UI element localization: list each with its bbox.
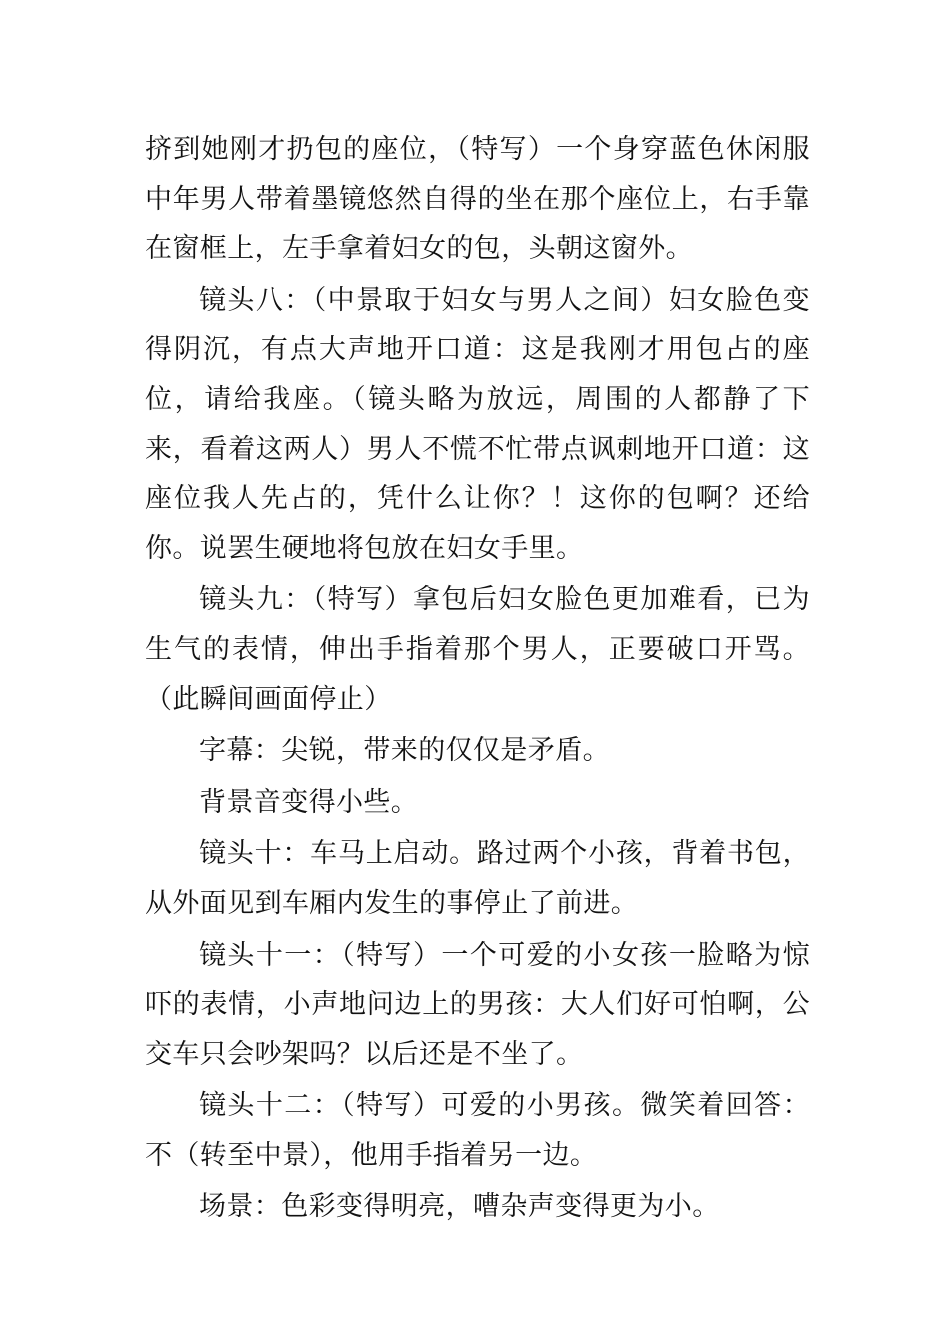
paragraph-shot-9: 镜头九：（特写）拿包后妇女脸色更加难看，已为生气的表情，伸出手指着那个男人，正要破口开骂。（此瞬间画面停止） <box>145 584 810 715</box>
paragraph-subtitle: 字幕：尖锐，带来的仅仅是矛盾。 <box>199 735 610 767</box>
paragraph-shot-8: 镜头八：（中景取于妇女与男人之间）妇女脸色变得阴沉，有点大声地开口道：这是我刚才用包占的座位，请给我座。（镜头略为放远，周围的人都静了下来，看着这两人）男人不慌不忙带点讽刺地开口道：这座位我人先占的，凭什么让你？！这你的包啊？还给你。说罢生硬地将包放在妇女手里。 <box>145 284 810 564</box>
paragraph-shot-10: 镜头十：车马上启动。路过两个小孩，背着书包，从外面见到车厢内发生的事停止了前进。 <box>145 838 810 919</box>
paragraph-background-sound: 背景音变得小些。 <box>199 786 419 818</box>
paragraph-shot-11: 镜头十一：（特写）一个可爱的小女孩一脸略为惊吓的表情，小声地问边上的男孩：大人们好可怕啊，公交车只会吵架吗？以后还是不坐了。 <box>145 939 810 1070</box>
paragraph-shot-12: 镜头十二：（特写）可爱的小男孩。微笑着回答：不（转至中景），他用手指着另一边。 <box>145 1090 810 1171</box>
paragraph-continuation: 挤到她刚才扔包的座位，（特写）一个身穿蓝色休闲服中年男人带着墨镜悠然自得的坐在那个座位上，右手靠在窗框上，左手拿着妇女的包，头朝这窗外。 <box>145 134 810 265</box>
paragraph-scene: 场景：色彩变得明亮，嘈杂声变得更为小。 <box>199 1191 720 1223</box>
document-body <box>145 125 810 1234</box>
